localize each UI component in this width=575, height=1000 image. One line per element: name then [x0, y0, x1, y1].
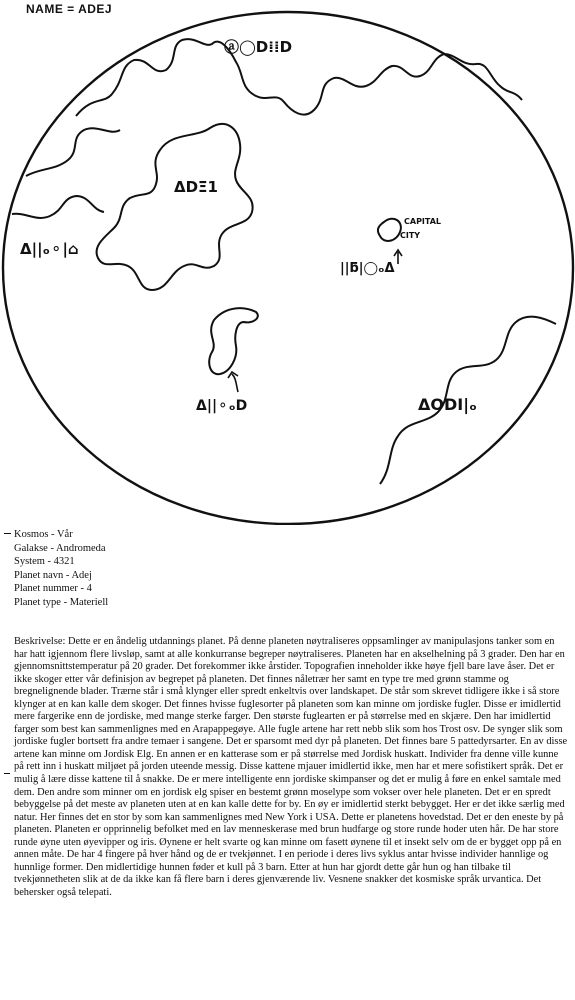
- capital-region-label: ||ƃ|◯ₒΔ: [340, 261, 395, 276]
- northwest-coastline: [26, 128, 120, 176]
- description-text: Beskrivelse: Dette er en åndelig utdannings planet. På denne planeten nøytraliseres oppsamlinger av manipulasjons tanker som en har hatt igjennom flere livsløp, samt at alle konkurranse begreper nøytraliseres. Planeten har en akselhelning på 3 grader. Den har en gjennomsnittstemperatur på 20 grader. Det forekommer ikke årstider. Topografien inneholder ikke høye fjell bare lave åser. Det er ikke skoger etter vår definisjon av begrepet på planeten. Det finnes nåletrær her samt en type tre med grønn stamme og bregnelignende blader. Trærne står i små klynger eller spredt enkeltvis over landskapet. De står som skrevet tidligere ikke i så store klynger at en kan kalle dem skoger. Det finnes hvisse fuglesorter på planeten som kan minne om jordiske fugler. Disse er imidlertid mere fargerike enn de jordiske, med mange sterke farger. Den største fuglearten er på størrelse med en skjære. Den har imidlertid farger som best kan sammenlignes med en Arapappegøye. Alle fugle artene har rett nebb slik som hos Trost osv. De synger slik som jordiske fugler bortsett fra andre temaer i sangene. Det er sparsomt med dyr på planeten. Det finnes bare 5 pattedyrsarter. En av disse artene kan minne om Jordisk Elg. En annen er en katterase som er på størrelse med Jordisk huskatt. Individer fra denne ville kunne på rett inn i huskatt miljøet på jorden uteende messig. Disse kattene mjauer imidlertid ikke, men har et mere sofistikert språk. Det er mulig å lære disse kattene til å snakke. De er mere intelligente enn jordiske skimpanser og det er mulig å føre en enkel samtale med dem. Den andre som minner om en jordisk elg spiser en bestemt grønn moselype som vokser over hele planeten. Det er en spredt bebyggelse på det meste av planeten uten at en kan kalle dette for by. En øy er imidlertid sterkt bebygget. Her er det ikke særlig med natur. Her finnes det en stor by som kan sammenlignes med New York i USA. Dette er planetens hovedstad. Det er den eneste by på planeten. Planeten er opprinnelig befolket med en lav menneskerase med brun hudfarge og store runde hoder uten hår. De har store runde øyne uten øyevipper og iris. Øynene er helt svarte og kan minne om fasett øynene til et insekt selv om de er bygget opp på en annen måte. De har 4 fingere på hver hånd og de er tvekjønnet. I en periode i deres livs syklus antar hvisse individer hannlige og hunnlige former. Den midlertidige hunnen føder et kull på 3 barn. Etter at hun har gjordt dette går hun og han tilbake til tvekjønnetheten slik at de da ikke kan få flere barn i deres gjenværende liv. Vesnene snakker det kosmiske språk urvantica. Det behersker også telepati.: [14, 636, 568, 898]
- island-arrow: [228, 372, 238, 392]
- fact-cosmos: Kosmos - Vår: [14, 529, 73, 540]
- west-coastline: [12, 196, 104, 218]
- center-region-label: ΔDΞ1: [174, 178, 218, 196]
- central-continent: [97, 124, 253, 290]
- capital-label-line1: CAPITAL: [404, 217, 442, 226]
- southern-island: [209, 308, 258, 374]
- fact-planet-type: Planet type - Materiell: [14, 596, 109, 608]
- top-region-label: ⓐ◯D⁞⁞D: [224, 38, 293, 56]
- fact-system: System - 4321: [14, 556, 75, 567]
- name-label: NAME = ADEJ: [26, 2, 113, 16]
- island-region-label: Δ||⚬ₒD: [196, 398, 248, 414]
- capital-island: [378, 219, 401, 241]
- planet-description: [14, 636, 570, 899]
- facts-bullet-mark: [4, 533, 11, 534]
- capital-arrow: [394, 250, 402, 264]
- margin-tick: [4, 773, 10, 774]
- left-region-label: Δ||ₒ⚬|⌂: [20, 240, 79, 258]
- planet-facts: [14, 528, 108, 609]
- north-coastline: [76, 39, 522, 116]
- fact-planet-name: Planet navn - Adej: [14, 569, 92, 581]
- planet-outline: [3, 12, 573, 524]
- fact-planet-number: Planet nummer - 4: [14, 583, 92, 594]
- fact-galaxy: Galakse - Andromeda: [14, 542, 106, 554]
- capital-label-line2: CITY: [400, 231, 421, 240]
- right-region-label: ΔODI|ₒ: [418, 395, 477, 414]
